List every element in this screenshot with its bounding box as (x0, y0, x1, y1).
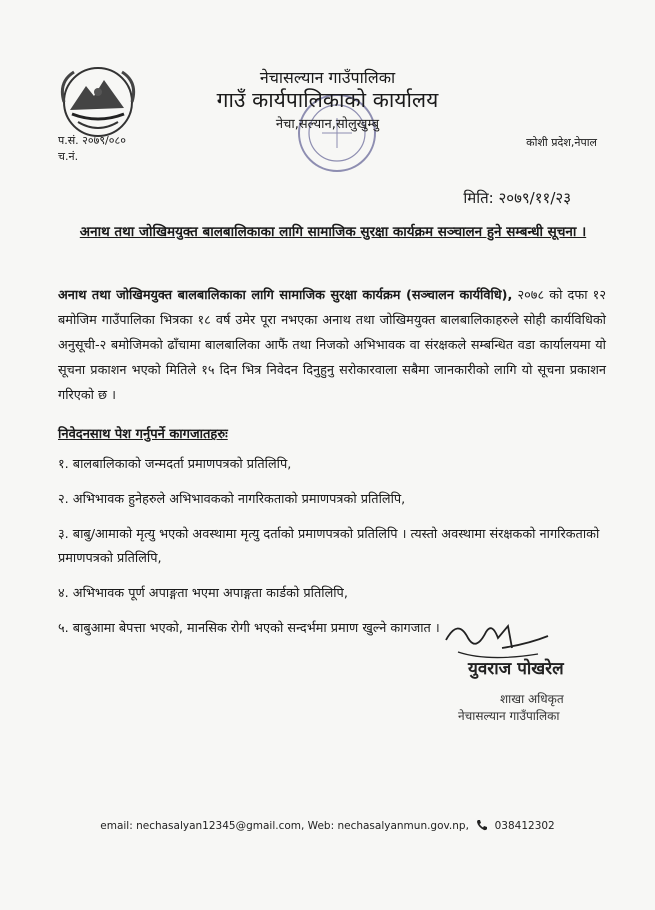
signatory-name: युवराज पोखरेल (468, 659, 564, 679)
body-rest: २०७८ को दफा १२ बमोजिम गाउँपालिका भित्रका १८ वर्ष उमेर पूरा नभएका अनाथ तथा जोखिमयुक्त बालबालिकाहरुले सोही कार्यविधिको अनुसूची-२ बमोजिमको ढाँचामा बालबालिका आफैं तथा निजको अभिभावक वा संरक्षकले सम्बन्धित वडा कार्यालयमा यो सूचना प्रकाशन भएको मितिले १५ दिन भित्र निवेदन दिनुहुनु सरोकारवाला सबैमा जानकारीको लागि यो सूचना प्रकाशन गरिएको छ । (58, 288, 606, 403)
documents-heading: निवेदनसाथ पेश गर्नुपर्ने कागजातहरुः (58, 427, 228, 442)
list-item: २. अभिभावक हुनेहरुले अभिभावकको नागरिकताको प्रमाणपत्रको प्रतिलिपि, (58, 492, 406, 507)
footer-contact (0, 819, 655, 832)
signatory-title: शाखा अधिकृत (500, 692, 564, 706)
notice-body (58, 283, 606, 408)
office-name: गाउँ कार्यपालिकाको कार्यालय (216, 88, 439, 112)
footer-phone: 038412302 (494, 820, 555, 832)
list-item: १. बालबालिकाको जन्मदर्ता प्रमाणपत्रको प्रतिलिपि, (58, 457, 292, 472)
office-address: नेचा,सल्यान,सोलुखुम्बु (275, 117, 380, 132)
footer-email-web: email: nechasalyan12345@gmail.com, Web: nechasalyanmun.gov.np, (100, 820, 469, 832)
list-item: ३. बाबु/आमाको मृत्यु भएको अवस्थामा मृत्यु दर्ताको प्रमाणपत्रको प्रतिलिपि । त्यस्तो अवस्थामा संरक्षकको नागरिकताको प्रमाणपत्रको प्रतिलिपि, (58, 527, 600, 566)
phone-icon (476, 819, 488, 831)
reference-block (58, 133, 126, 165)
ref-number: च.नं. (58, 150, 79, 163)
body-lead: अनाथ तथा जोखिमयुक्त बालबालिकाका लागि सामाजिक सुरक्षा कार्यक्रम (सञ्चालन कार्यविधि), (58, 288, 513, 303)
list-item: ५. बाबुआमा बेपत्ता भएको, मानसिक रोगी भएको सन्दर्भमा प्रमाण खुल्ने कागजात । (58, 621, 440, 636)
signatory-office: नेचासल्यान गाउँपालिका (458, 709, 560, 723)
province: कोशी प्रदेश,नेपाल (526, 136, 597, 149)
list-item: ४. अभिभावक पूर्ण अपाङ्गता भएमा अपाङ्गता कार्डको प्रतिलिपि, (58, 586, 348, 601)
notice-date: मिति: २०७९/११/२३ (463, 189, 571, 207)
fiscal-year: प.सं. २०७९/०८० (58, 134, 126, 147)
notice-subject: अनाथ तथा जोखिमयुक्त बालबालिकाका लागि सामाजिक सुरक्षा कार्यक्रम सञ्चालन हुने सम्बन्धी सूचना । (79, 224, 587, 240)
municipality-name: नेचासल्यान गाउँपालिका (259, 68, 396, 87)
